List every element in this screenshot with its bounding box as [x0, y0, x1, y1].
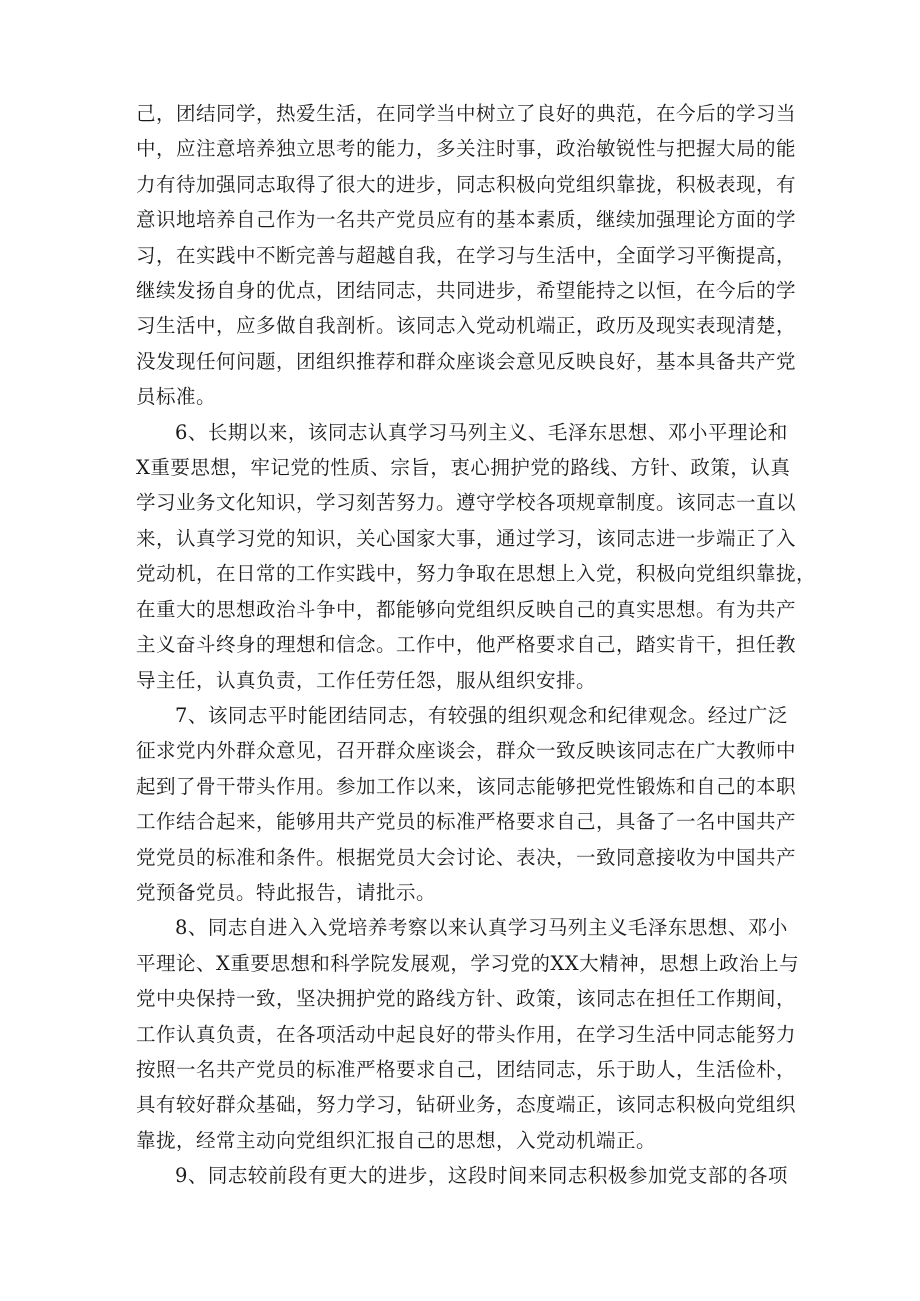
text-line: 来，认真学习党的知识，关心国家大事，通过学习，该同志进一步端正了入: [136, 526, 797, 550]
text-line: 工作认真负责，在各项活动中起良好的带头作用，在学习生活中同志能努力: [136, 1022, 797, 1046]
text-line: 党预备党员。特此报告，请批示。: [136, 880, 437, 904]
paragraph-item-8: [136, 910, 800, 1158]
text-line: 7、该同志平时能团结同志，有较强的组织观念和纪律观念。经过广泛: [175, 703, 788, 727]
text-line: 8、同志自进入入党培养考察以来认真学习马列主义毛泽东思想、邓小: [175, 916, 788, 940]
document-page: [136, 96, 817, 1194]
paragraph-item-9: [136, 1158, 792, 1193]
text-line: 具有较好群众基础，努力学习，钻研业务，态度端正，该同志积极向党组织: [136, 1093, 797, 1117]
text-line: 9、同志较前段有更大的进步，这段时间来同志积极参加党支部的各项: [175, 1164, 788, 1188]
text-line: 党中央保持一致，坚决拥护党的路线方针、政策，该同志在担任工作期间，: [136, 987, 797, 1011]
text-line: 按照一名共产党员的标准严格要求自己，团结同志，乐于助人，生活俭朴，: [136, 1057, 797, 1081]
text-line: 主义奋斗终身的理想和信念。工作中，他严格要求自己，踏实肯干，担任教: [136, 633, 797, 657]
text-line: 力有待加强同志取得了很大的进步，同志积极向党组织靠拢，积极表现，有: [136, 172, 797, 196]
text-line: 平理论、X重要思想和科学院发展观，学习党的XX大精神，思想上政治上与: [136, 951, 800, 975]
text-line: X重要思想，牢记党的性质、宗旨，衷心拥护党的路线、方针、政策，认真: [136, 456, 791, 480]
text-line: 习，在实践中不断完善与超越自我，在学习与生活中，全面学习平衡提高，: [136, 243, 797, 267]
text-line: 党党员的标准和条件。根据党员大会讨论、表决，一致同意接收为中国共产: [136, 845, 797, 869]
text-line: 6、长期以来，该同志认真学习马列主义、毛泽东思想、邓小平理论和: [175, 420, 788, 444]
text-line: 工作结合起来，能够用共产党员的标准严格要求自己，具备了一名中国共产: [136, 810, 797, 834]
text-line: 征求党内外群众意见，召开群众座谈会，群众一致反映该同志在广大教师中: [136, 739, 797, 763]
text-line: 没发现任何问题，团组织推荐和群众座谈会意见反映良好，基本具备共产党: [136, 349, 797, 373]
text-line: 习生活中，应多做自我剖析。该同志入党动机端正，政历及现实表现清楚，: [136, 314, 797, 338]
paragraph-continued: [136, 96, 797, 415]
paragraph-item-6: [136, 415, 817, 698]
text-line: 意识地培养自己作为一名共产党员应有的基本素质，继续加强理论方面的学: [136, 208, 797, 232]
text-line: 继续发扬自身的优点，团结同志，共同进步，希望能持之以恒，在今后的学: [136, 279, 797, 303]
text-line: 在重大的思想政治斗争中，都能够向党组织反映自己的真实思想。有为共产: [136, 597, 797, 621]
text-line: 员标准。: [136, 385, 217, 409]
text-line: 学习业务文化知识，学习刻苦努力。遵守学校各项规章制度。该同志一直以: [136, 491, 797, 515]
text-line: 导主任，认真负责，工作任劳任怨，服从组织安排。: [136, 668, 597, 692]
paragraph-item-7: [136, 698, 797, 910]
text-line: 中，应注意培养独立思考的能力，多关注时事，政治敏锐性与把握大局的能: [136, 137, 797, 161]
text-line: 起到了骨干带头作用。参加工作以来，该同志能够把党性锻炼和自己的本职: [136, 774, 797, 798]
text-line: 党动机，在日常的工作实践中，努力争取在思想上入党，积极向党组织靠拢，: [136, 562, 817, 586]
text-line: 己，团结同学，热爱生活，在同学当中树立了良好的典范，在今后的学习当: [136, 102, 797, 125]
text-line: 靠拢，经常主动向党组织汇报自己的思想，入党动机端正。: [136, 1128, 657, 1152]
